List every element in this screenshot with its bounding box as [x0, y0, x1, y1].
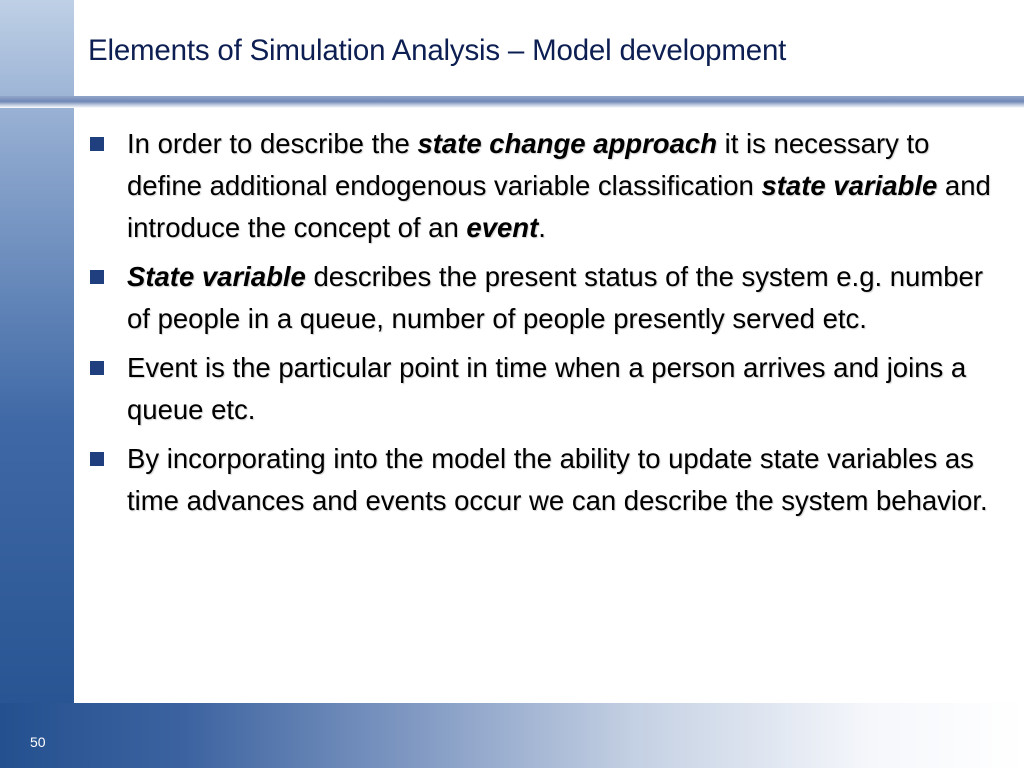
bullet-item: [88, 256, 1008, 340]
emphasis-term: state change approach: [417, 128, 717, 159]
bullet-text: In order to describe the: [127, 128, 418, 159]
bottom-decorative-band: [0, 703, 1024, 768]
bullet-text: and introduce the concept of an: [127, 170, 991, 243]
bullet-text: .: [538, 212, 546, 243]
square-bullet-icon: [90, 270, 104, 284]
bullet-list: [88, 123, 1008, 529]
square-bullet-icon: [90, 361, 104, 375]
bullet-text: Event is the particular point in time when a person arrives and joins a queue etc.: [127, 352, 967, 425]
bullet-item: [88, 347, 1008, 431]
slide-title: Elements of Simulation Analysis – Model development: [88, 34, 787, 67]
title-divider: [0, 96, 1024, 108]
bullet-item: [88, 123, 1008, 249]
square-bullet-icon: [90, 137, 104, 151]
bullet-text: it is necessary to define additional endogenous variable classification: [127, 128, 930, 201]
bullet-text: By incorporating into the model the ability to update state variables as time advances and events occur we can describe the system behavior.: [127, 443, 988, 516]
emphasis-term: State variable: [127, 261, 306, 292]
slide-number: 50: [30, 734, 46, 750]
emphasis-term: state variable: [761, 170, 938, 201]
bullet-item: [88, 438, 1008, 522]
square-bullet-icon: [90, 452, 104, 466]
left-decorative-band: [0, 0, 74, 768]
emphasis-term: event: [466, 212, 539, 243]
bullet-text: describes the present status of the system e.g. number of people in a queue, number of people presently served etc.: [127, 261, 984, 334]
